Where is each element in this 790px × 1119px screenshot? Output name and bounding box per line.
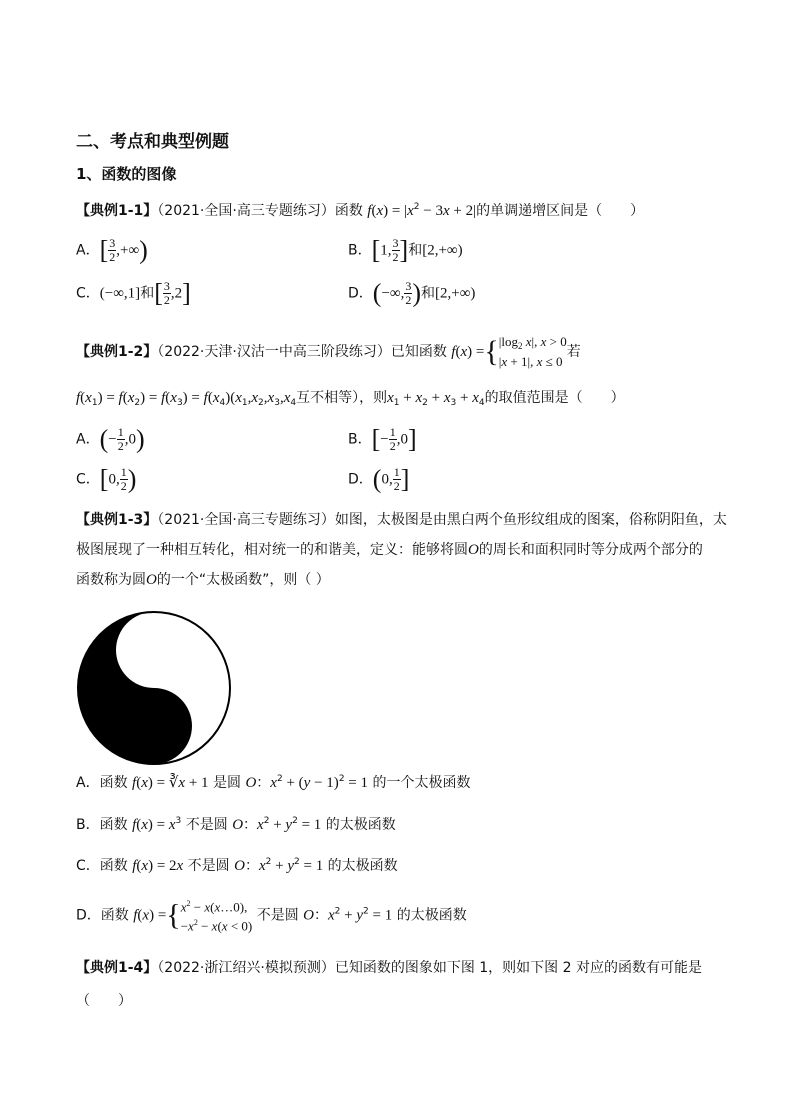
ruo-text: 若 [566,344,581,360]
question-source: （2021·全国·高三专题练习）函数 [157,203,363,219]
option-a: A．函数 f(x) = ∛x + 1 是圆 O：$x^2 + (y - 1)^2 = 1$ 的一个太极函数 [76,774,471,791]
option-c: C．(−∞,1]和[ $\frac{3}{2}$ ,2] [76,278,191,308]
question-tag: 【典例1-1】 [76,203,158,219]
taiji-diagram [76,610,232,766]
white-dot [145,641,163,659]
option-d: D．(0, $\frac{1}{2}$ ] [348,464,410,494]
question-1-3-line2: 极图展现了一种相互转化，相对统一的和谐美，定义：能够将圆O的周长和面积同时等分成两个部分的 [76,542,703,558]
question-tail: 的单调递增区间是（ ） [476,203,645,219]
question-text: （2022·浙江绍兴·模拟预测）已知函数的图象如下图 1，则如下图 2 对应的函数有可能是 [157,960,702,976]
question-1-1: 【典例1-1】（2021·全国·高三专题练习）函数 $f(x) = |x^2 - 3x + 2|$的单调递增区间是（ ） [76,202,645,219]
option-b: B．[− $\frac{1}{2}$ ,0] [348,424,417,454]
option-a: A．(− $\frac{1}{2}$ ,0) [76,424,145,454]
piecewise-function: $x^2$ − x(x…0), $-x^2 - x(x < 0)$ [180,899,253,934]
question-tag: 【典例1-2】 [76,344,158,360]
option-a: A．[ $\frac{3}{2}$ ,+∞) [76,235,148,265]
option-b: B．[1, $\frac{3}{2}$ ]和[2,+∞) [348,235,463,265]
section-title: 二、考点和典型例题 [76,132,229,152]
option-b: B．函数 $f(x) = x^3$ 不是圆 O：$x^2 + y^2 = 1$ 的太极函数 [76,816,396,833]
question-tag: 【典例1-4】 [76,960,158,976]
question-1-3 [76,509,727,529]
option-d: D．(−∞, $\frac{3}{2}$ )和[2,+∞) [348,278,476,308]
question-source: （2022·天津·汉沽一中高三阶段练习）已知函数 [157,344,447,360]
piecewise-function: $|\log_2$ x|, x > 0 |x + 1|, x ≤ 0 [498,334,567,369]
question-1-4 [76,957,702,977]
question-tag: 【典例1-3】 [76,512,158,528]
question-1-3-line3: 函数称为圆O的一个“太极函数”，则（ ） [76,572,330,588]
question-line1: （2021·全国·高三专题练习）如图，太极图是由黑白两个鱼形纹组成的图案，俗称阴阳鱼，太 [157,512,727,528]
answer-paren: （ ） [76,993,132,1009]
question-tail: 的取值范围是（ ） [484,390,625,406]
option-c: C．[0, $\frac{1}{2}$ ) [76,464,137,494]
function-expression: f [367,203,372,219]
unequal-text: 互不相等），则 [296,390,388,406]
question-1-2-line2: $f(x_1) = f(x_2) = f(x_3) = f(x_4)(x_1,x_2,x_3,x_4$互不相等），则$x_1 + x_2 + x_3 + x_4$的取值范围是（ ） [76,390,625,408]
question-1-2: 【典例1-2】（2022·天津·汉沽一中高三阶段练习）已知函数 f(x) ={ $|\log_2$ x|, x > 0 |x + 1|, x ≤ 0 若 [76,334,581,369]
option-c: C．函数 f(x) = 2x 不是圆 O：$x^2 + y^2 = 1$ 的太极函数 [76,857,398,874]
black-dot [145,717,163,735]
option-d: D．函数 f(x) ={ $x^2$ − x(x…0), $-x^2 - x(x < 0)$ 不是圆 O：$x^2 + y^2 = 1$ 的太极函数 [76,896,467,935]
subsection-title: 1、函数的图像 [76,165,177,183]
